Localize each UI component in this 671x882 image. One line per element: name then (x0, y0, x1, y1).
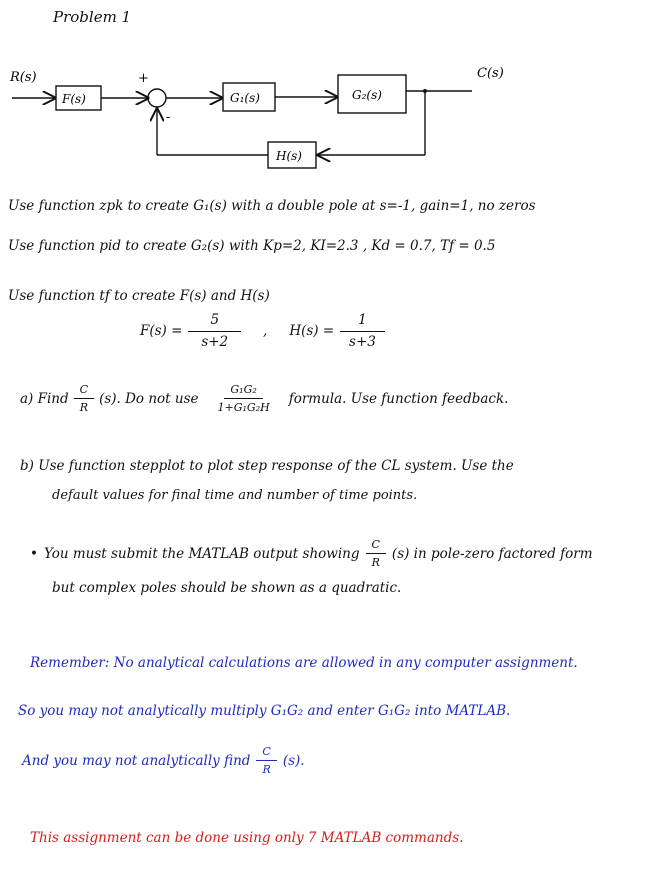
transfer-functions (140, 312, 385, 350)
part-a-prefix: a) Find (20, 390, 69, 407)
h-fraction (340, 312, 385, 350)
formula-numerator: G₁G₂ (224, 383, 262, 399)
part-b-line2: default values for final time and number of time points. (52, 488, 418, 503)
remember-line1: Remember: No analytical calculations are allowed in any computer assignment. (30, 655, 578, 671)
cr-numerator: C (74, 383, 94, 399)
g1-block-label: G₁(s) (230, 91, 260, 105)
part-b-line1: b) Use function stepplot to plot step response of the CL system. Use the (20, 458, 514, 474)
closed-loop-formula (212, 383, 276, 414)
remember-line3 (22, 745, 305, 776)
bullet-line1-pre: You must submit the MATLAB output showing (43, 545, 360, 562)
remember-cr-fraction (256, 745, 276, 776)
formula-denominator: 1+G₁G₂H (217, 401, 270, 414)
h-numerator: 1 (340, 312, 385, 332)
f-label: F(s) = (140, 323, 183, 339)
input-label: R(s) (10, 70, 37, 85)
plus-sign: + (138, 71, 149, 86)
footer-note: This assignment can be done using only 7 MATLAB commands. (30, 830, 464, 846)
bullet-line2: but complex poles should be shown as a quadratic. (52, 580, 402, 596)
f-denominator: s+2 (201, 334, 229, 350)
h-denominator: s+3 (349, 334, 376, 350)
part-a (20, 383, 508, 414)
bullet-cr-numerator: C (366, 538, 386, 554)
part-a-mid: (s). Do not use (99, 390, 199, 407)
bullet-cr-denominator: R (371, 556, 380, 569)
part-a-cr-fraction (74, 383, 94, 414)
instruction-pid: Use function pid to create G₂(s) with Kp=2, KI=2.3 , Kd = 0.7, Tf = 0.5 (8, 238, 496, 254)
h-label: H(s) = (289, 323, 335, 339)
f-block-label: F(s) (62, 92, 86, 106)
separator: , (263, 323, 268, 339)
bullet-cr-fraction (366, 538, 386, 569)
summing-junction (148, 89, 166, 107)
minus-sign: - (166, 110, 171, 125)
remember-line2: So you may not analytically multiply G₁G₂ and enter G₁G₂ into MATLAB. (18, 703, 511, 719)
remember-cr-numerator: C (256, 745, 276, 761)
f-fraction (188, 312, 241, 350)
remember-line3-post: (s). (282, 752, 305, 769)
part-a-suffix: formula. Use function feedback. (288, 390, 509, 407)
h-block-label: H(s) (276, 149, 302, 163)
bullet-line1-post: (s) in pole-zero factored form (391, 545, 593, 562)
page-title: Problem 1 (53, 8, 132, 26)
cr-denominator: R (79, 401, 88, 414)
remember-cr-denominator: R (262, 763, 271, 776)
instruction-tf: Use function tf to create F(s) and H(s) (8, 288, 270, 304)
g2-block-label: G₂(s) (352, 88, 382, 102)
output-label: C(s) (477, 66, 504, 81)
remember-line3-pre: And you may not analytically find (22, 752, 251, 769)
bullet-line1 (30, 538, 593, 569)
f-numerator: 5 (188, 312, 241, 332)
bullet-dot: • (30, 545, 38, 562)
instruction-zpk: Use function zpk to create G₁(s) with a double pole at s=-1, gain=1, no zeros (8, 198, 536, 214)
